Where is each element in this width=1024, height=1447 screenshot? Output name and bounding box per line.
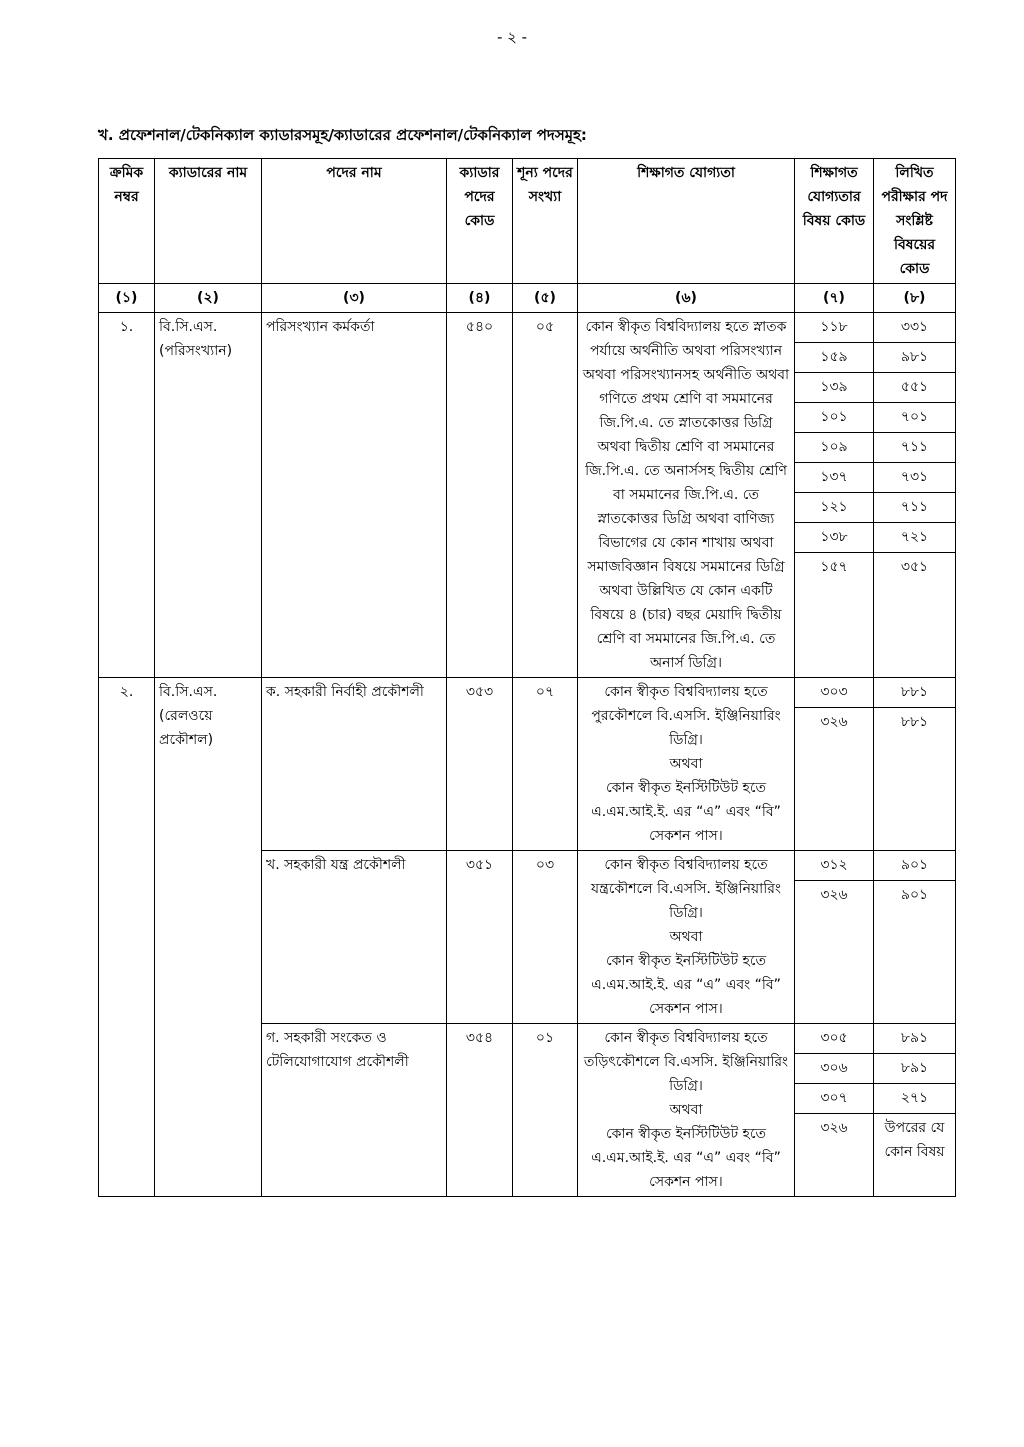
subject-code: ১২১ (795, 493, 873, 523)
exam-code: ২৭১ (874, 1084, 955, 1114)
post-code-cell: ৩৫৪ (447, 1024, 513, 1197)
exam-code: ৯০১ (900, 887, 929, 903)
exam-code: ৮৯১ (874, 1054, 955, 1084)
table-body (99, 313, 956, 1197)
exam-code: ৯০১ (874, 851, 955, 881)
table-header-row (99, 159, 956, 284)
cadre-name-cell: বি.সি.এস. (রেলওয়ে প্রকৌশল) (155, 678, 262, 1197)
cadre-name-cell: বি.সি.এস. (পরিসংখ্যান) (155, 313, 262, 678)
table-row (99, 313, 956, 678)
qualification-cell: কোন স্বীকৃত বিশ্ববিদ্যালয় হতে স্নাতক পর্যায়ে অর্থনীতি অথবা পরিসংখ্যান অথবা পরিসংখ্যানসহ অর্থনীতি অথবা গণিতে প্রথম শ্রেণি বা সমমানের জি.পি.এ. তে স্নাতকোত্তর ডিগ্রি অথবা দ্বিতীয় শ্রেণি বা সমমানের জি.পি.এ. তে অনার্সসহ দ্বিতীয় শ্রেণি বা সমমানের জি.পি.এ. তে স্নাতকোত্তর ডিগ্রি অথবা বাণিজ্য বিভাগের যে কোন শাখায় অথবা সমাজবিজ্ঞান বিষয়ে সমমানের ডিগ্রি অথবা উল্লিখিত যে কোন একটি বিষয়ে ৪ (চার) বছর মেয়াদি দ্বিতীয় শ্রেণি বা সমমানের জি.পি.এ. তে অনার্স ডিগ্রি। (578, 313, 795, 678)
serial-cell: ২. (99, 678, 155, 1197)
post-name-cell: ক. সহকারী নির্বাহী প্রকৌশলী (262, 678, 447, 851)
post-code-cell: ৫৪০ (447, 313, 513, 678)
post-name-cell: পরিসংখ্যান কর্মকর্তা (262, 313, 447, 678)
table-row (99, 678, 956, 851)
header-qualification: শিক্ষাগত যোগ্যতা (578, 159, 795, 284)
subject-code: ১৫৭ (820, 559, 848, 575)
subject-code: ১৫৯ (795, 343, 873, 373)
vacancies-cell: ০৫ (513, 313, 578, 678)
post-code-cell: ৩৫৩ (447, 678, 513, 851)
subject-code: ১৩৯ (795, 373, 873, 403)
header-subject-code: শিক্ষাগত যোগ্যতার বিষয় কোড (795, 159, 874, 284)
vacancies-cell: ০১ (513, 1024, 578, 1197)
exam-code: ৮৯১ (874, 1024, 955, 1054)
subject-code-cell (795, 1024, 874, 1197)
exam-code: ৩৩১ (874, 313, 955, 343)
exam-code: ৮৮১ (900, 714, 929, 730)
header-post-name: পদের নাম (262, 159, 447, 284)
header-cadre-name: ক্যাডারের নাম (155, 159, 262, 284)
exam-code-cell (874, 313, 956, 678)
subject-code-cell (795, 678, 874, 851)
exam-code: ৯৮১ (874, 343, 955, 373)
qualification-cell: কোন স্বীকৃত বিশ্ববিদ্যালয় হতে পুরকৌশলে বি.এসসি. ইঞ্জিনিয়ারিং ডিগ্রি। অথবা কোন স্বীকৃত ইনস্টিটিউট হতে এ.এম.আই.ই. এর “এ” এবং “বি” সেকশন পাস। (578, 678, 795, 851)
vacancies-cell: ০৩ (513, 851, 578, 1024)
exam-code: ৮৮১ (874, 678, 955, 708)
column-number: (৪) (447, 284, 513, 313)
column-number: (৭) (795, 284, 874, 313)
column-number: (৫) (513, 284, 578, 313)
page-number: - ২ - (496, 28, 528, 46)
vacancies-cell: ০৭ (513, 678, 578, 851)
exam-code: ৫৫১ (874, 373, 955, 403)
subject-code: ৩১২ (795, 851, 873, 881)
qualification-cell: কোন স্বীকৃত বিশ্ববিদ্যালয় হতে যন্ত্রকৌশলে বি.এসসি. ইঞ্জিনিয়ারিং ডিগ্রি। অথবা কোন স্বীকৃত ইনস্টিটিউট হতে এ.এম.আই.ই. এর “এ” এবং “বি” সেকশন পাস। (578, 851, 795, 1024)
subject-code: ১১৮ (795, 313, 873, 343)
subject-code: ৩০৩ (795, 678, 873, 708)
header-post-code: ক্যাডার পদের কোড (447, 159, 513, 284)
subject-code: ৩০৭ (795, 1084, 873, 1114)
subject-code: ১০১ (795, 403, 873, 433)
section-heading: খ. প্রফেশনাল/টেকনিক্যাল ক্যাডারসমূহ/ক্যাডারের প্রফেশনাল/টেকনিক্যাল পদসমূহ: (98, 126, 587, 144)
exam-code-cell (874, 678, 956, 851)
exam-code: ৭০১ (874, 403, 955, 433)
exam-code: ৭৩১ (874, 463, 955, 493)
column-number-row (99, 284, 956, 313)
column-number: (২) (155, 284, 262, 313)
column-number: (৩) (262, 284, 447, 313)
subject-code: ৩০৫ (795, 1024, 873, 1054)
header-serial: ক্রমিক নম্বর (99, 159, 155, 284)
subject-code: ৩০৬ (795, 1054, 873, 1084)
subject-code: ১৩৭ (795, 463, 873, 493)
subject-code-cell (795, 851, 874, 1024)
subject-code: ৩২৬ (820, 887, 848, 903)
subject-code: ১০৯ (795, 433, 873, 463)
exam-code: ৩৫১ (900, 559, 929, 575)
exam-code: ৭১১ (874, 433, 955, 463)
column-number: (৮) (874, 284, 956, 313)
subject-code: ১৩৮ (795, 523, 873, 553)
post-name-cell: খ. সহকারী যন্ত্র প্রকৌশলী (262, 851, 447, 1024)
serial-cell: ১. (99, 313, 155, 678)
exam-code: ৭১১ (874, 493, 955, 523)
header-vacancies: শূন্য পদের সংখ্যা (513, 159, 578, 284)
column-number: (৬) (578, 284, 795, 313)
qualification-cell: কোন স্বীকৃত বিশ্ববিদ্যালয় হতে তড়িৎকৌশলে বি.এসসি. ইঞ্জিনিয়ারিং ডিগ্রি। অথবা কোন স্বীকৃত ইনস্টিটিউট হতে এ.এম.আই.ই. এর “এ” এবং “বি” সেকশন পাস। (578, 1024, 795, 1197)
subject-code: ৩২৬ (820, 1120, 848, 1136)
post-name-cell: গ. সহকারী সংকেত ও টেলিযোগাযোগ প্রকৌশলী (262, 1024, 447, 1197)
subject-code: ৩২৬ (820, 714, 848, 730)
post-code-cell: ৩৫১ (447, 851, 513, 1024)
exam-code: উপরের যে কোন বিষয় (884, 1120, 945, 1160)
exam-code: ৭২১ (874, 523, 955, 553)
exam-code-cell (874, 1024, 956, 1197)
exam-code-cell (874, 851, 956, 1024)
subject-code-cell (795, 313, 874, 678)
cadre-post-table (98, 158, 956, 1197)
header-exam-code: লিখিত পরীক্ষার পদ সংশ্লিষ্ট বিষয়ের কোড (874, 159, 956, 284)
column-number: (১) (99, 284, 155, 313)
